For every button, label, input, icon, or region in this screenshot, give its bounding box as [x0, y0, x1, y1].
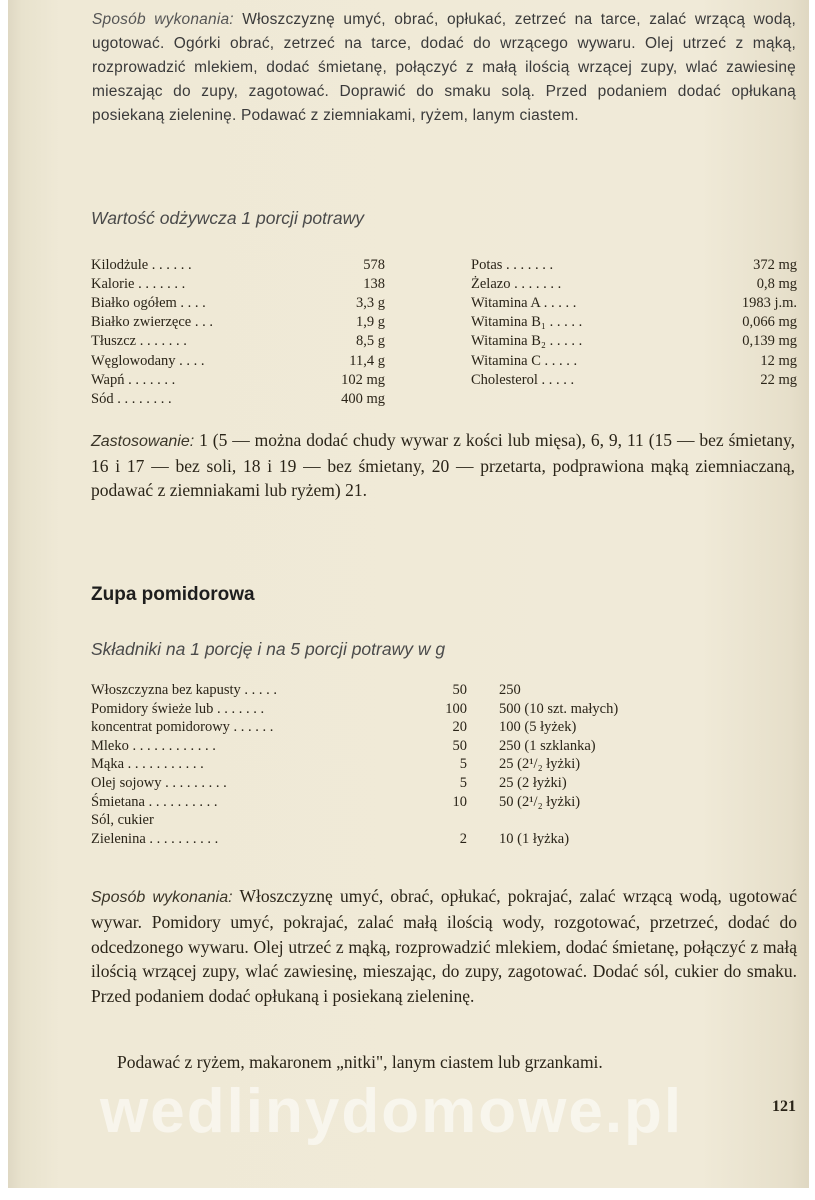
ingredient-row	[91, 681, 711, 700]
nutrient-value: 1,9 g	[356, 314, 385, 331]
ingredient-name: Olej sojowy . . . . . . . . .	[91, 775, 227, 791]
nutrient-value: 12 mg	[760, 352, 797, 369]
nutrient-value: 372 mg	[753, 257, 797, 273]
nutrition-row	[91, 275, 385, 294]
ingredient-name: Pomidory świeże lub . . . . . . .	[91, 700, 265, 717]
intro-text: Włoszczyznę umyć, obrać, opłukać, zetrzeć na tarce, zalać wrzącą wodą, ugotować. Ogórki obrać, zetrzeć na tarce, dodać do wrzącego wywaru. Olej utrzeć z mąką, rozprowadzić mlekiem, dodać śmietanę, połączyć z małą ilością wrzącej zupy, wlać zawiesinę mieszając do zupy, zagotować. Doprawić do smaku solą. Przed podaniem dodać opłukaną posiekaną zieleninę. Podawać z ziemniakami, ryżem, lanym ciastem.	[92, 11, 796, 124]
intro-lead: Sposób wykonania:	[92, 11, 234, 28]
recipe-title: Zupa pomidorowa	[91, 584, 255, 605]
ingredient-name: Włoszczyzna bez kapusty . . . . .	[91, 682, 278, 698]
nutrient-value: 0,066 mg	[742, 314, 797, 331]
nutrient-value: 3,3 g	[356, 295, 385, 312]
nutrient-value: 11,4 g	[349, 352, 385, 369]
usage-lead: Zastosowanie:	[91, 433, 195, 450]
nutrient-value: 0,139 mg	[742, 333, 797, 350]
nutrient-value: 578	[363, 257, 385, 273]
nutrient-value: 0,8 mg	[756, 276, 797, 293]
nutrient-label: Kalorie . . . . . . .	[91, 276, 186, 293]
nutrient-label: Sód . . . . . . . .	[91, 390, 172, 407]
nutrition-row	[91, 294, 385, 313]
ingredient-qty-1: 50	[452, 737, 467, 754]
scan-edge-left	[0, 0, 8, 1200]
method-paragraph	[91, 884, 797, 1008]
ingredient-name: Mąka . . . . . . . . . . .	[91, 756, 204, 773]
ingredient-qty-5: 50 (2¹/₂ łyżki)	[499, 793, 581, 810]
ingredient-qty-5: 100 (5 łyżek)	[499, 719, 577, 736]
nutrient-label: Tłuszcz . . . . . . .	[91, 333, 187, 350]
ingredient-qty-5: 25 (2¹/₂ łyżki)	[499, 756, 581, 773]
intro-paragraph	[92, 8, 796, 128]
nutrient-label: Kilodżule . . . . . .	[91, 257, 192, 273]
ingredient-qty-5: 500 (10 szt. małych)	[499, 700, 619, 717]
nutrition-row	[91, 332, 385, 351]
usage-text: 1 (5 — można dodać chudy wywar z kości lub mięsa), 6, 9, 11 (15 — bez śmietany, 16 i 17 — bez soli, 18 i 19 — bez śmietany, 20 — przetarta, podprawiona mąką ziemniaczaną, podawać z ziemniakami lub ryżem) 21.	[91, 430, 795, 500]
ingredient-row	[91, 737, 711, 756]
nutrient-label: Witamina A . . . . .	[471, 295, 577, 312]
ingredient-qty-5: 250	[499, 682, 521, 698]
ingredient-qty-1: 50	[452, 682, 467, 698]
nutrient-label: Białko ogółem . . . .	[91, 295, 206, 312]
nutrient-value: 102 mg	[341, 371, 385, 388]
method-lead: Sposób wykonania:	[91, 889, 233, 906]
ingredient-row	[91, 718, 711, 737]
nutrient-value: 138	[363, 276, 385, 293]
nutrition-row	[91, 352, 385, 371]
scan-edge-bottom	[0, 1188, 815, 1200]
ingredient-row	[91, 811, 711, 830]
nutrition-row	[471, 352, 797, 371]
nutrition-heading: Wartość odżywcza 1 porcji potrawy	[91, 208, 364, 228]
nutrient-label: Białko zwierzęce . . .	[91, 314, 213, 331]
ingredient-qty-1: 5	[459, 756, 467, 773]
ingredient-row	[91, 755, 711, 774]
nutrient-value: 8,5 g	[356, 333, 385, 350]
ingredient-name: Mleko . . . . . . . . . . . .	[91, 737, 216, 754]
ingredient-qty-1: 20	[452, 719, 467, 736]
nutrient-label: Potas . . . . . . .	[471, 257, 554, 273]
ingredient-name: koncentrat pomidorowy . . . . . .	[91, 719, 274, 736]
nutrient-value: 22 mg	[760, 371, 797, 388]
nutrition-row	[471, 256, 797, 275]
nutrient-value: 1983 j.m.	[741, 295, 797, 312]
ingredient-name: Zielenina . . . . . . . . . .	[91, 830, 219, 847]
watermark: wedlinydomowe.pl	[100, 1077, 684, 1146]
nutrient-label: Cholesterol . . . . .	[471, 371, 575, 388]
nutrition-row	[91, 256, 385, 275]
nutrition-row	[91, 313, 385, 332]
ingredient-name: Śmietana . . . . . . . . . .	[91, 793, 218, 810]
ingredient-qty-1: 10	[452, 793, 467, 810]
ingredient-qty-5: 250 (1 szklanka)	[499, 737, 596, 754]
ingredient-name: Sól, cukier	[91, 812, 154, 829]
nutrient-label: Żelazo . . . . . . .	[471, 276, 562, 293]
nutrition-row	[471, 275, 797, 294]
ingredient-row	[91, 830, 711, 849]
ingredient-qty-1: 5	[459, 775, 467, 791]
nutrition-row	[471, 313, 797, 332]
nutrition-row	[471, 294, 797, 313]
nutrient-label: Witamina B₁ . . . . .	[471, 314, 583, 331]
nutrient-label: Wapń . . . . . . .	[91, 371, 176, 388]
nutrient-label: Węglowodany . . . .	[91, 352, 205, 369]
ingredient-qty-5: 10 (1 łyżka)	[499, 830, 570, 847]
ingredient-qty-1: 100	[445, 700, 467, 717]
page-number: 121	[772, 1098, 796, 1115]
ingredient-qty-5: 25 (2 łyżki)	[499, 775, 567, 791]
ingredient-row	[91, 774, 711, 793]
nutrient-value: 400 mg	[341, 390, 385, 407]
nutrient-label: Witamina B₂ . . . . .	[471, 333, 583, 350]
ingredient-qty-1: 2	[459, 830, 467, 847]
ingredient-row	[91, 793, 711, 812]
serving-paragraph: Podawać z ryżem, makaronem „nitki", lanym ciastem lub grzankami.	[117, 1052, 603, 1072]
nutrient-label: Witamina C . . . . .	[471, 352, 578, 369]
ingredient-row	[91, 700, 711, 719]
nutrition-row	[91, 390, 385, 409]
nutrition-row	[471, 371, 797, 390]
nutrition-row	[91, 371, 385, 390]
ingredients-heading: Składniki na 1 porcję i na 5 porcji potrawy w g	[91, 639, 446, 659]
nutrition-row	[471, 332, 797, 351]
method-text: Włoszczyznę umyć, obrać, opłukać, pokrajać, zalać wrzącą wodą, ugotować wywar. Pomidory umyć, pokrajać, zalać małą ilością wody, rozgotować, przetrzeć, dodać do odcedzonego wywaru. Olej utrzeć z mąką, rozprowadzić mlekiem, dodać śmietanę, połączyć z małą ilością wrzącej zupy, wlać zawiesinę, mieszając, do zupy, zagotować. Dodać sól, cukier do smaku. Przed podaniem dodać opłukaną i posiekaną zieleninę.	[91, 886, 798, 1006]
scan-edge-right	[809, 0, 815, 1200]
usage-paragraph	[91, 428, 795, 502]
